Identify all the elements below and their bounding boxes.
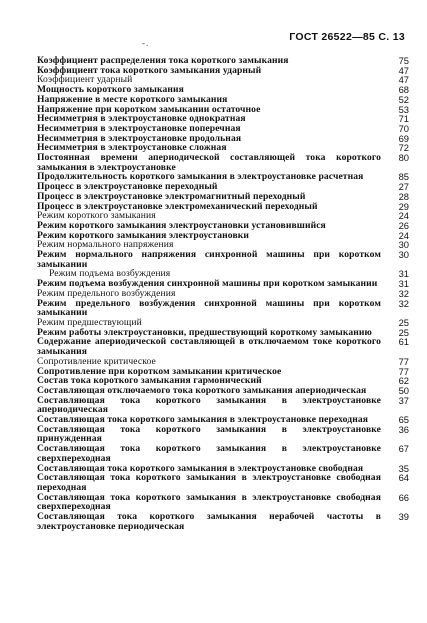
page-header	[289, 31, 405, 43]
index-page-ref: 67	[398, 443, 409, 455]
index-page-ref: 72	[398, 142, 409, 154]
index-page-ref: 36	[398, 423, 409, 435]
index-page-ref: 47	[398, 64, 409, 76]
index-page-ref: 31	[398, 268, 409, 280]
index-term: Режим короткого замыкания	[37, 210, 156, 222]
index-term: Режим работы электроустановки, предшествующий короткому замыканию	[37, 326, 372, 338]
index-term: Процесс в электроустановке электромагнитный переходный	[37, 190, 306, 202]
index-entry	[37, 425, 409, 444]
index-term: Несимметрия в электроустановке однократная	[37, 113, 246, 125]
index-page-ref: 32	[398, 287, 409, 299]
index-entry	[37, 299, 409, 318]
index-entry	[37, 396, 409, 415]
index-term: Режим нормального напряжения	[37, 239, 174, 251]
index-term: Составляющая тока короткого замыкания в электроустановке принужденная	[37, 423, 381, 445]
index-term: Продолжительность короткого замыкания в электроустановке расчетная	[37, 171, 364, 183]
index-page-ref: 30	[398, 239, 409, 251]
index-page-ref: 69	[398, 132, 409, 144]
index-page-ref: 68	[398, 84, 409, 96]
index-page-ref: 37	[398, 394, 409, 406]
index-term: Процесс в электроустановке электромеханический переходный	[37, 200, 318, 212]
index-term: Режим короткого замыкания электроустановки установившийся	[37, 219, 326, 231]
index-term: Напряжение в месте короткого замыкания	[37, 93, 228, 105]
index-entry	[37, 250, 409, 269]
index-page-ref: 53	[398, 103, 409, 115]
index-page-ref: 25	[398, 316, 409, 328]
index-term: Постоянная времени апериодической составляющей тока короткого замыкания в электроустановке	[37, 152, 381, 173]
standard-number: ГОСТ 26522—85	[289, 31, 376, 43]
index-page-ref: 61	[398, 336, 409, 348]
index-term: Составляющая тока короткого замыкания в электроустановке свободная	[37, 462, 364, 474]
index-page-ref: 39	[398, 511, 409, 523]
index-page-ref: 35	[398, 462, 409, 474]
index-page-ref: 70	[398, 122, 409, 134]
index-entry	[37, 512, 409, 531]
index-term: Режим подъема возбуждения синхронной машины при коротком замыкании	[37, 278, 378, 290]
index-term: Составляющая тока короткого замыкания нерабочей частоты в электроустановке периодическая	[37, 511, 381, 532]
index-page-ref: 64	[398, 472, 409, 484]
index-term: Содержание апериодической составляющей в отключаемом токе короткого замыкания	[37, 336, 381, 358]
index-term: Мощность короткого замыкания	[37, 84, 184, 96]
index-term: Несимметрия в электроустановке сложная	[37, 142, 227, 154]
page-number: С. 13	[378, 31, 405, 43]
index-term: Составляющая тока короткого замыкания в электроустановке переходная	[37, 414, 369, 426]
index-page-ref: 52	[398, 93, 409, 105]
index-term: Составляющая отключаемого тока короткого замыкания апериодическая	[37, 384, 367, 396]
index-term: Сопротивление критическое	[37, 355, 156, 367]
index-page-ref: 25	[398, 326, 409, 338]
index-term: Режим предельного возбуждения	[37, 287, 176, 299]
index-term: Несимметрия в электроустановке продольная	[37, 132, 242, 144]
index-term: Коэффициент распределения тока короткого замыкания	[37, 55, 289, 66]
index-term: Процесс в электроустановке переходный	[37, 181, 218, 193]
index-entry	[37, 493, 409, 512]
index-term: Несимметрия в электроустановке поперечная	[37, 122, 241, 134]
index-term: Режим предельного возбуждения синхронной машины при коротком замыкании	[37, 297, 381, 319]
index-entry	[37, 153, 409, 172]
index-term: Составляющая тока короткого замыкания в электроустановке свободная сверхпереходная	[37, 491, 381, 513]
index-term: Напряжение при коротком замыкании остаточное	[37, 103, 261, 115]
index-page-ref: 66	[398, 491, 409, 503]
index-term: Коэффициент тока короткого замыкания ударный	[37, 64, 262, 76]
index-term: Режим подъема возбуждения	[49, 268, 171, 280]
index-page-ref: 27	[398, 181, 409, 193]
index-page-ref: 65	[398, 414, 409, 426]
index-page-ref: 29	[398, 200, 409, 212]
index-term: Режим короткого замыкания электроустановки	[37, 229, 249, 241]
index-term: Составляющая тока короткого замыкания в электроустановке апериодическая	[37, 394, 381, 416]
index-page-ref: 50	[398, 384, 409, 396]
index-page-ref: 71	[398, 113, 409, 125]
index-page-ref: 24	[398, 210, 409, 222]
index-term: Коэффициент ударный	[37, 74, 133, 86]
index-entry	[37, 337, 409, 356]
index-page-ref: 77	[398, 355, 409, 367]
index-page-ref: 30	[398, 249, 409, 261]
index-page-ref: 26	[398, 219, 409, 231]
index-page-ref: 77	[398, 365, 409, 377]
index-page-ref: 75	[398, 55, 409, 66]
index-term: Режим нормального напряжения синхронной машины при коротком замыкании	[37, 249, 381, 270]
index-page-ref: 24	[398, 229, 409, 241]
index-page-ref: 47	[398, 74, 409, 86]
index-term: Составляющая тока короткого замыкания в электроустановке сверхпереходная	[37, 443, 381, 464]
index-term: Режим предшествующий	[37, 316, 142, 328]
index-page-ref: 85	[398, 171, 409, 183]
index-term: Состав тока короткого замыкания гармонический	[37, 375, 262, 387]
index-page-ref: 62	[398, 375, 409, 387]
scan-mark: -.	[142, 38, 150, 48]
index-page-ref: 28	[398, 190, 409, 202]
index-term: Сопротивление при коротком замыкании критическое	[37, 365, 282, 377]
index-page-ref: 80	[398, 152, 409, 164]
index-page-ref: 32	[398, 297, 409, 309]
index-list	[37, 56, 409, 531]
index-term: Составляющая тока короткого замыкания в электроустановке свободная переходная	[37, 472, 381, 493]
index-entry	[37, 444, 409, 463]
index-entry	[37, 473, 409, 492]
index-page-ref: 31	[398, 278, 409, 290]
